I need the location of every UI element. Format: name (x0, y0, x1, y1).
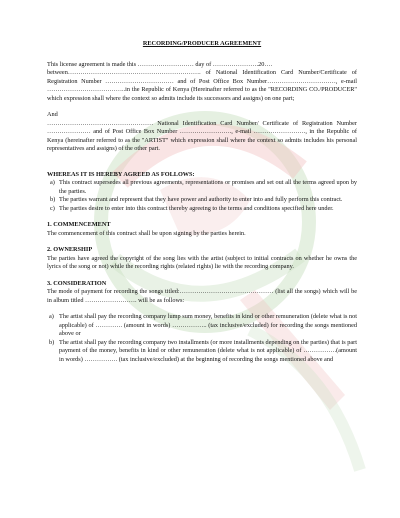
section-text-consideration: The mode of payment for recording the songs titled:……………………………………… (list all the songs) which will be in album titled ……………………. will be as follows: (47, 288, 357, 304)
section-heading-commencement: 1. COMMENCEMENT (47, 221, 111, 228)
list-item: a) This contract supersedes all previous agreements, representations or promises and set out all the terms agreed upon by the parties. (50, 179, 357, 195)
document-title: RECORDING/PRODUCER AGREEMENT (142, 40, 262, 47)
whereas-heading: WHEREAS IT IS HEREBY AGREED AS FOLLOWS: (47, 170, 195, 178)
intro-party-2: …………………………………………… National Identification Card Number/ Certificate of Registration Number ………………… and of Post Office Box Number ……………………., e-mail ……………………., in the Republic of Kenya (hereinafter referred to as the "ARTIST" which expression shall where the context so admits includes his personal representatives and assigns) of the other part. (47, 119, 357, 152)
agreement-document (47, 40, 357, 364)
list-item: b) The artist shall pay the recording company two installments (or more installments depending on the parties) that is part payment of the money, benefits in kind or other remuneration (delete what is not applicable) of …………….(amount in words) ……………. (tax inclusive/excluded) at the beginning of recording the songs mentioned above and (49, 338, 357, 363)
consideration-list (47, 313, 357, 364)
section-heading-consideration: 3. CONSIDERATION (47, 279, 107, 287)
section-heading-ownership: 2. OWNERSHIP (47, 246, 93, 253)
and-label: And (47, 111, 58, 118)
list-item: a) The artist shall pay the recording company lump sum money, benefits in kind or other remuneration (delete what is not applicable) of …………. (amount in words) …………….. (tax inclusive/excluded) for recording the songs mentioned above or (49, 313, 357, 337)
list-item: c) The parties desire to enter into this contract thereby agreeing to the terms and conditions specified here under. (50, 204, 334, 212)
section-text-commencement: The commencement of this contract shall be upon signing by the parties herein. (47, 229, 246, 237)
section-text-ownership: The parties have agreed the copyright of the song lies with the artist (subject to initial contracts on whether he owns the lyrics of the song or not) while the recording rights (related rights) lie with the recording company. (47, 254, 357, 270)
whereas-list (47, 179, 357, 213)
list-item: b) The parties warrant and represent that they have power and authority to enter into and fully perform this contract. (50, 196, 343, 203)
intro-line-1: This license agreement is made this ……………………… day of ………………….20…. (47, 60, 273, 68)
intro-party-1: between………………………………………………………. of National Identification Card Number/Certificate of Registration Number …………………………… and of Post Office Box Number……………………………, e-mail ………………………………..in the Republic of Kenya (Hereinafter referred to as the "RECORDING CO./PRODUCER" which expression shall where the context so admits include its successors and assigns) on one part; (47, 69, 357, 102)
